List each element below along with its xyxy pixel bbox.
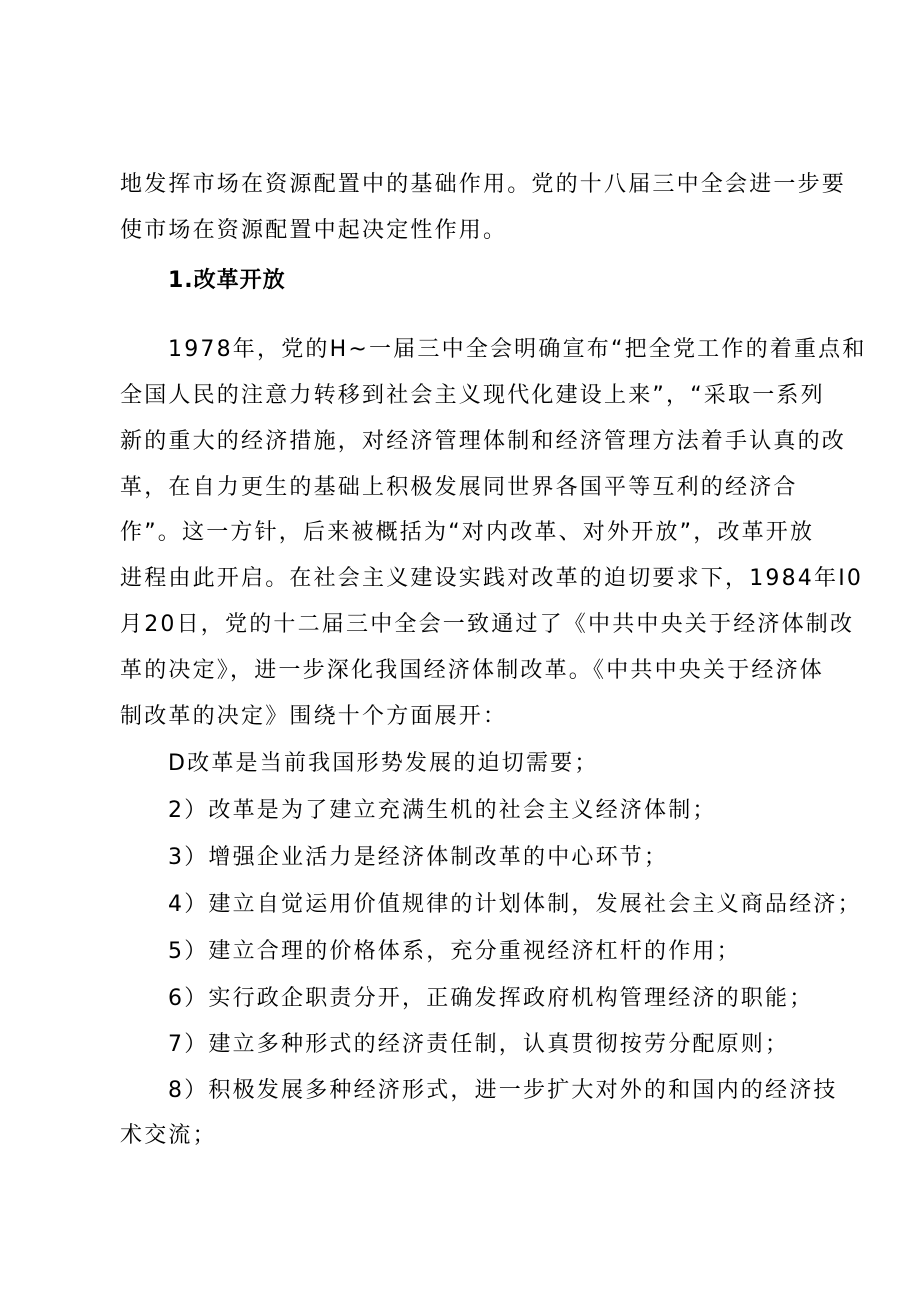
text-line: 使市场在资源配置中起决定性作用。 — [120, 218, 508, 243]
list-item: D改革是当前我国形势发展的迫切需要； — [168, 751, 599, 776]
text-line: 1978年，党的H~一届三中全会明确宣布“把全党工作的着重点和 — [168, 337, 867, 362]
text-line: 新的重大的经济措施，对经济管理体制和经济管理方法着手认真的改 — [120, 429, 847, 454]
text-line: 革，在自力更生的基础上积极发展同世界各国平等互利的经济合 — [120, 475, 798, 500]
text-line: 月20日，党的十二届三中全会一致通过了《中共中央关于经济体制改 — [120, 612, 855, 637]
list-item: 7）建立多种形式的经济责任制，认真贯彻按劳分配原则； — [168, 1032, 790, 1057]
section-heading: 1.改革开放 — [168, 268, 286, 293]
list-item: 4）建立自觉运用价值规律的计划体制，发展社会主义商品经济； — [168, 892, 862, 917]
text-line: 作”。这一方针，后来被概括为“对内改革、对外开放”，改革开放 — [120, 520, 815, 545]
list-item: 2）改革是为了建立充满生机的社会主义经济体制； — [168, 798, 717, 823]
list-item: 5）建立合理的价格体系，充分重视经济杠杆的作用； — [168, 939, 741, 964]
list-item: 8）积极发展多种经济形式，进一步扩大对外的和国内的经济技 — [168, 1078, 838, 1103]
list-item: 6）实行政企职责分开，正确发挥政府机构管理经济的职能； — [168, 986, 814, 1011]
text-line: 革的决定》，进一步深化我国经济体制改革。《中共中央关于经济体 — [120, 658, 825, 683]
text-line: 制改革的决定》围绕十个方面展开： — [120, 704, 508, 729]
list-item: 3）增强企业活力是经济体制改革的中心环节； — [168, 845, 669, 870]
text-line: 全国人民的注意力转移到社会主义现代化建设上来”，“采取一系列 — [120, 383, 825, 408]
text-line: 进程由此开启。在社会主义建设实践对改革的迫切要求下，1984年I0 — [120, 566, 864, 591]
list-item: 术交流； — [120, 1123, 217, 1148]
text-line: 地发挥市场在资源配置中的基础作用。党的十八届三中全会进一步要 — [120, 172, 847, 197]
